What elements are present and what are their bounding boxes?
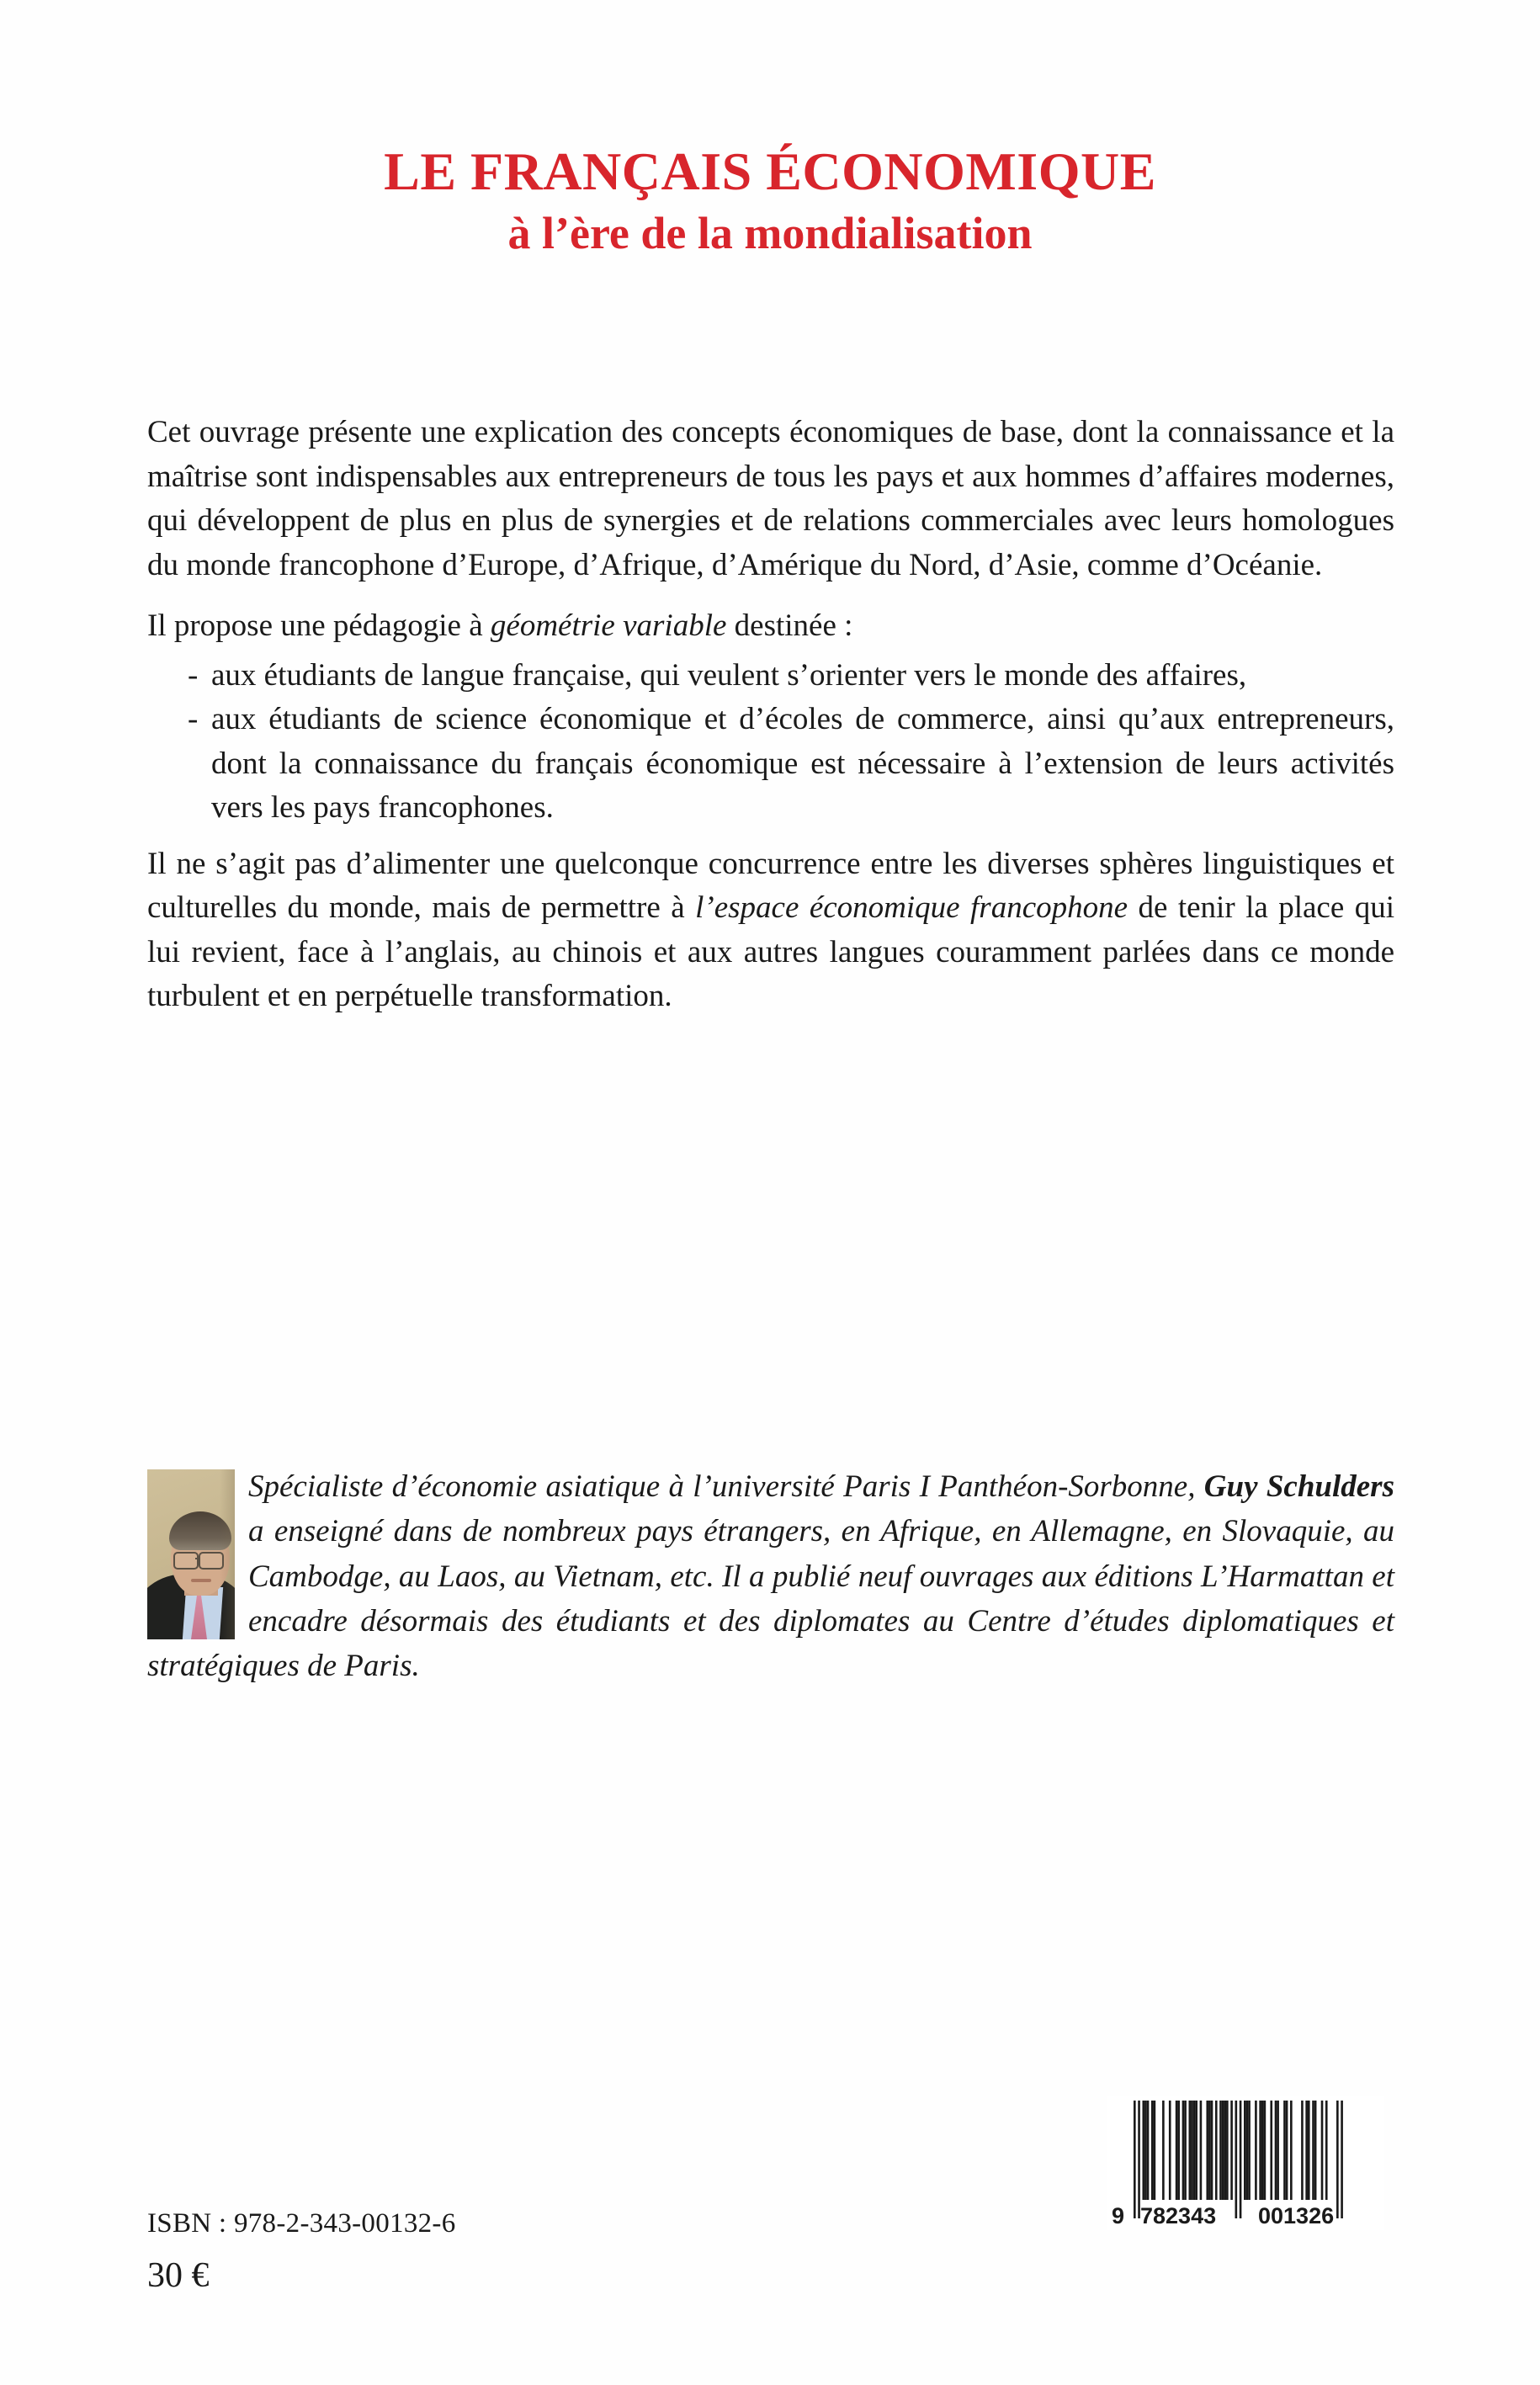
isbn-number: ISBN : 978-2-343-00132-6 [147,2208,456,2239]
list-bullet-marker: - [188,702,199,737]
list-bullet-marker: - [188,657,199,693]
isbn-block [147,2207,456,2295]
portrait-mouth [191,1579,211,1582]
blurb-paragraph-2 [147,604,1394,649]
barcode-block [1107,2096,1384,2230]
paragraph-3-emphasis: l’espace économique francophone [695,890,1128,926]
author-bio-block [147,1464,1394,1688]
barcode-digits-right: 001326 [1258,2203,1335,2228]
audience-list [147,654,1394,831]
author-name: Guy Schulders [1203,1469,1394,1504]
paragraph-spacer [147,831,1394,842]
portrait-edge-shadow [220,1469,235,1639]
paragraph-2-emphasis: géométrie variable [490,608,727,644]
barcode-digits-mid: 782343 [1140,2203,1217,2228]
title-block [135,143,1405,258]
blurb-paragraph-3 [147,842,1394,1019]
portrait-eyeglass-bridge [195,1558,200,1559]
author-portrait-photo [147,1469,235,1639]
bio-tail-text: a enseigné dans de nombreux pays étrangers, en Afrique, en Allemagne, en Slovaquie, au Cambodge, au Laos, au Vietnam, etc. Il a publié neuf ouvrages aux éditions L’Harmattan et encadre désormais des étudiants et des diplomates au Centre d’études diplomatiques et stratégiques de Paris. [147,1514,1394,1684]
bio-lead-text: Spécialiste d’économie asiatique à l’université Paris I Panthéon-Sorbonne, [248,1469,1204,1504]
blurb-paragraph-1: Cet ouvrage présente une explication des concepts économiques de base, dont la connaissance et la maîtrise sont indispensables aux entrepreneurs de tous les pays et aux hommes d’affaires modernes, qui développent de plus en plus de synergies et de relations commerciales avec leurs homologues du monde francophone d’Europe, d’Afrique, d’Amérique du Nord, d’Asie, comme d’Océanie. [147,415,1394,582]
blurb-body [147,411,1394,1024]
paragraph-2-tail-text: destinée : [726,608,853,644]
portrait-eyeglass-left [173,1552,199,1570]
paragraph-2-lead-text: Il propose une pédagogie à [147,608,491,644]
price-label: 30 € [147,2256,210,2296]
page-subtitle: à l’ère de la mondialisation [507,207,1033,258]
list-item [147,698,1394,831]
list-item [147,654,1394,699]
footer [0,2032,1540,2385]
author-bio-text [147,1464,1394,1688]
ean13-barcode-icon [1107,2096,1384,2230]
paragraph-3-tail-text: de tenir la place qui lui revient, face à l’anglais, au chinois et aux autres langues couramment parlées dans ce monde turbulent et en perpétuelle transformation. [147,890,1394,1014]
paragraph-spacer [147,592,1394,604]
page-title: LE FRANÇAIS ÉCONOMIQUE [384,141,1156,201]
paragraph-3-lead-text: Il ne s’agit pas d’alimenter une quelconque concurrence entre les diverses sphères linguistiques et culturelles du monde, mais de permettre à [147,846,1394,926]
list-item-label: aux étudiants de langue française, qui veulent s’orienter vers le monde des affaires, [211,657,1247,693]
barcode-digit-left: 9 [1112,2203,1125,2228]
list-item-label: aux étudiants de science économique et d’écoles de commerce, ainsi qu’aux entrepreneurs, dont la connaissance du français économique est nécessaire à l’extension de leurs activités vers les pays francophones. [211,702,1394,826]
